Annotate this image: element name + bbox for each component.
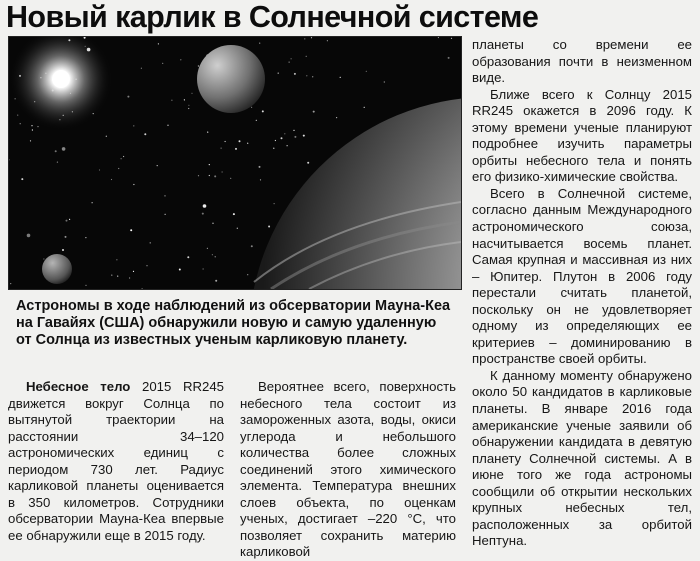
star	[237, 228, 238, 229]
star	[123, 156, 124, 157]
star	[239, 140, 241, 142]
star	[69, 219, 70, 220]
star	[111, 179, 112, 180]
star	[274, 203, 275, 204]
star	[448, 57, 450, 59]
star	[209, 175, 210, 176]
star	[259, 43, 260, 44]
star	[247, 274, 248, 275]
star	[212, 254, 213, 255]
star	[251, 107, 252, 108]
star	[278, 73, 279, 74]
star	[167, 125, 168, 126]
star	[336, 117, 337, 118]
star	[17, 115, 18, 116]
star	[133, 125, 134, 126]
star	[162, 63, 163, 64]
space-illustration	[8, 36, 462, 290]
star	[66, 220, 68, 222]
star	[307, 162, 309, 164]
star	[230, 178, 231, 179]
star	[30, 140, 31, 141]
star	[259, 166, 261, 168]
star	[62, 147, 66, 151]
star	[85, 285, 86, 286]
article-column-2	[240, 379, 456, 561]
star	[340, 77, 341, 78]
star	[215, 280, 217, 282]
star	[62, 249, 64, 251]
star	[222, 171, 223, 172]
star	[251, 245, 253, 247]
star	[198, 65, 199, 66]
star	[129, 277, 130, 278]
star	[268, 226, 270, 228]
star	[303, 135, 305, 137]
column-3-paragraph-2: Ближе всего к Солнцу 2015 RR245 окажется в 2096 году. К этому времени ученые планируют подробнее изучить параметры орбиты небесного тела и понять его физико-химические свойства.	[472, 86, 692, 185]
star	[127, 96, 129, 98]
star	[225, 141, 226, 142]
column-3-paragraph-1: планеты со времени ее образования почти в неизменном виде.	[472, 37, 692, 86]
star	[130, 229, 132, 231]
star	[304, 38, 305, 39]
star	[99, 169, 100, 170]
star	[21, 178, 23, 180]
article-column-1	[8, 379, 224, 544]
star	[366, 71, 367, 72]
article-column-3	[472, 37, 692, 550]
star	[10, 283, 11, 284]
star	[214, 175, 216, 177]
star	[20, 123, 21, 124]
star	[451, 38, 452, 39]
star	[294, 136, 296, 138]
star	[106, 136, 107, 137]
star	[164, 195, 165, 196]
star	[184, 99, 185, 100]
star	[144, 133, 146, 135]
star	[327, 40, 328, 41]
star	[179, 269, 181, 271]
star	[284, 133, 285, 134]
star	[273, 148, 274, 149]
star	[141, 68, 142, 69]
star	[256, 120, 257, 121]
star	[187, 256, 189, 258]
star	[55, 150, 57, 152]
star	[313, 111, 315, 113]
star	[180, 59, 181, 60]
star	[233, 213, 235, 215]
column-2-text: Вероятнее всего, поверхность небесного тела состоит из замороженных азота, воды, окиси углерода и небольшого количества более сложных соединений этого химического элемента. Температура внешних слоев объекта, по оценкам ученых, достигает –220 °C, что позволяет сохранить материю карликовой	[240, 379, 456, 560]
star	[32, 129, 33, 130]
photo-caption: Астрономы в ходе наблюдений из обсерватории Мауна-Кеа на Гавайях (США) обнаружили новую и самую удаленную от Солнца из известных ученым карликовую планету.	[16, 298, 451, 348]
star	[306, 56, 307, 57]
star	[150, 242, 151, 243]
star	[92, 202, 93, 203]
star	[203, 268, 204, 269]
star	[171, 100, 172, 101]
star	[146, 265, 147, 266]
star	[188, 108, 189, 109]
star	[116, 259, 117, 260]
star	[235, 148, 237, 150]
star	[57, 162, 58, 163]
star	[31, 125, 32, 126]
star	[121, 158, 122, 159]
star	[294, 73, 296, 75]
star	[207, 248, 208, 249]
star	[215, 256, 216, 257]
star	[27, 234, 31, 238]
star	[209, 164, 210, 165]
star	[287, 145, 288, 146]
star	[165, 214, 166, 215]
star	[133, 271, 134, 272]
star	[65, 236, 67, 238]
column-3-paragraph-4: К данному моменту обнаружено около 50 кандидатов в карликовые планеты. В январе 2016 года американские ученые заявили об обнаружении кандидата в девятую планету Солнечной системы. А в июне того же года астрономы сообщили об открытии нескольких крупных небесных тел, расположенных за орбитой Нептуна.	[472, 367, 692, 549]
star	[198, 175, 199, 176]
star	[289, 62, 290, 63]
lead-label: Небесное тело	[26, 379, 131, 394]
star	[275, 140, 276, 141]
star	[207, 132, 208, 133]
star	[293, 130, 294, 131]
star	[117, 276, 118, 277]
column-3-paragraph-3: Всего в Солнечной системе, согласно данным Международного астрономического союза, насчитывается восемь планет. Самая крупная и массивная из них – Юпитер. Плутон в 2006 году перестали считать планетой, поскольку он не удовлетворяет одному из определяющих ее критериев – доминированию в пространстве своей орбиты.	[472, 185, 692, 367]
star	[43, 258, 44, 259]
star	[203, 204, 207, 208]
star	[221, 148, 222, 149]
star	[384, 81, 385, 82]
star	[212, 223, 213, 224]
column-1-text: 2015 RR245 движется вокруг Солнца по вытянутой траектории на расстоянии 34–120 астрономических единиц с периодом 730 лет. Радиус карликовой планеты оценивается в 350 километров. Сотрудники обсерватории Мауна-Кеа впервые ее обнаружили еще в 2015 году.	[8, 379, 224, 543]
star	[364, 107, 365, 108]
star	[262, 110, 264, 112]
star	[311, 37, 312, 38]
star	[118, 168, 119, 169]
star	[202, 213, 204, 215]
star	[260, 179, 261, 180]
headline: Новый карлик в Солнечной системе	[6, 0, 539, 34]
star	[157, 165, 158, 166]
star	[247, 143, 248, 144]
star	[37, 126, 38, 127]
star	[291, 58, 292, 59]
star	[85, 237, 86, 238]
star	[191, 93, 192, 94]
star	[306, 75, 307, 76]
star	[281, 137, 283, 139]
star	[111, 275, 112, 276]
star	[188, 105, 189, 106]
star	[158, 43, 159, 44]
star	[133, 184, 134, 185]
star	[312, 76, 313, 77]
